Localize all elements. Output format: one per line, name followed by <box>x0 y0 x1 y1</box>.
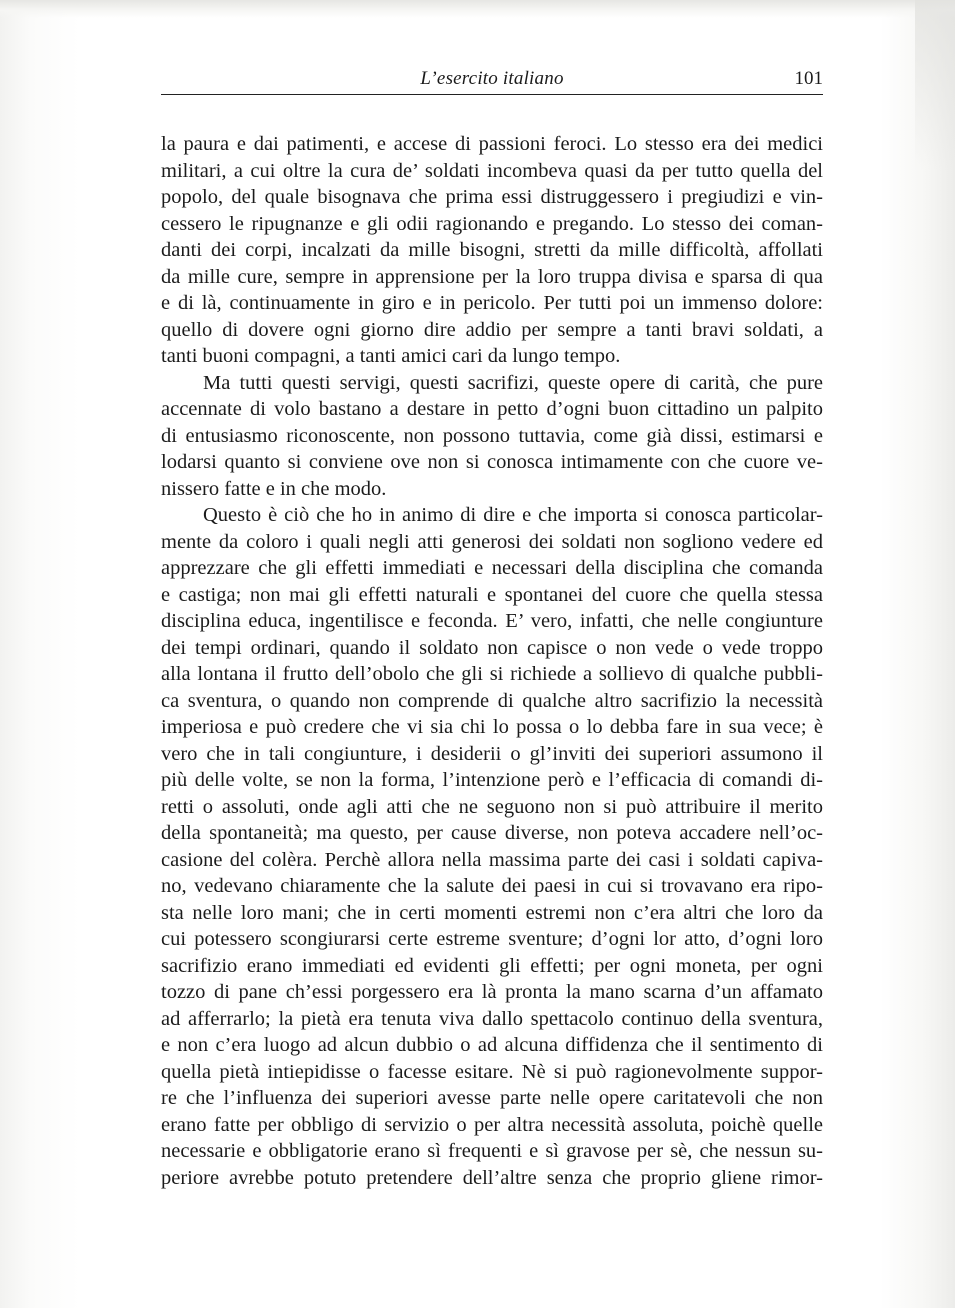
text-line: imperiosa e può credere che vi sia chi lo possa o lo debba fare in sua vece; è <box>161 716 823 738</box>
text-line: lodarsi quanto si conviene ove non si conosca intimamente con che cuore ve- <box>161 451 823 473</box>
text-line: alla lontana il frutto dell’obolo che gli si richiede a sollievo di qualche pubbli- <box>161 663 823 685</box>
text-line: Ma tutti questi servigi, questi sacrifizi, queste opere di carità, che pure <box>203 371 823 394</box>
text-line: più delle volte, se non la forma, l’intenzione però e l’efficacia di comandi di- <box>161 769 823 791</box>
text-line: dei tempi ordinari, quando il soldato non capisce o non vede o vede troppo <box>161 636 823 659</box>
text-line: mente da coloro i quali negli atti generosi dei soldati non sogliono vedere ed <box>161 530 823 553</box>
text-line: quella pietà intiepidisse o facesse esitare. Nè si può ragionevolmente suppor- <box>161 1060 823 1083</box>
text-line: casione del colèra. Perchè allora nella massima parte dei casi i soldati capiva- <box>161 848 823 871</box>
text-line: cui potessero scongiurarsi certe estreme sventure; d’ogni lor atto, d’ogni loro <box>161 928 823 950</box>
text-line: militari, a cui oltre la cura de’ soldati incombeva quasi da per tutto quella del <box>161 159 823 182</box>
text-line: ca sventura, o quando non comprende di qualche altro sacrifizio la necessità <box>161 689 823 712</box>
text-line: e castiga; non mai gli effetti naturali e spontanei del cuore che quella stessa <box>161 583 823 606</box>
text-line: apprezzare che gli effetti immediati e necessari della disciplina che comanda <box>161 557 823 579</box>
text-line: sacrifizio erano immediati ed evidenti gli effetti; per ogni moneta, per ogni <box>161 954 823 977</box>
text-line: la paura e dai patimenti, e accese di passioni feroci. Lo stesso era dei medici <box>161 133 823 155</box>
body-text <box>161 131 823 1191</box>
text-line: disciplina educa, ingentilisce e feconda. E’ vero, infatti, che nelle congiunture <box>161 610 823 632</box>
text-line: sta nelle loro mani; che in certi momenti estremi non c’era altri che loro da <box>161 901 823 924</box>
text-line: tanti buoni compagni, a tanti amici cari da lungo tempo. <box>161 345 621 367</box>
scan-shadow-right <box>915 0 955 170</box>
text-line: e di là, continuamente in giro e in pericolo. Per tutti poi un immenso dolore: <box>161 292 823 314</box>
running-title: L’esercito italiano <box>420 68 564 89</box>
text-line: e non c’era luogo ad alcun dubbio o ad alcuna diffidenza che il sentimento di <box>161 1034 823 1056</box>
text-line: da mille cure, sempre in apprensione per la loro truppa divisa e sparsa di qua <box>161 265 823 288</box>
paragraph <box>161 370 823 503</box>
running-header <box>161 64 823 95</box>
text-line: retti o assoluti, onde agli atti che ne seguono non si può attribuire il merito <box>161 795 823 818</box>
page-number: 101 <box>794 68 823 89</box>
text-line: re che l’influenza dei superiori avesse parte nelle opere caritatevoli che non <box>161 1087 823 1109</box>
text-line: periore avrebbe potuto pretendere dell’altre senza che proprio gliene rimor- <box>161 1166 823 1189</box>
text-line: ad afferrarlo; la pietà era tenuta viva dallo spettacolo continuo della sventura, <box>161 1007 823 1030</box>
text-line: tozzo di pane ch’essi porgessero era là pronta la mano scarna d’un affamato <box>161 981 823 1003</box>
paragraph <box>161 502 823 1191</box>
text-line: nissero fatte e in che modo. <box>161 477 387 500</box>
text-line: di entusiasmo riconoscente, non possono tuttavia, come già dissi, estimarsi e <box>161 424 823 447</box>
text-line: danti dei corpi, incalzati da mille bisogni, stretti da mille difficoltà, affollati <box>161 239 823 261</box>
text-line: cessero le ripugnanze e gli odii ragionando e pregando. Lo stesso dei coman- <box>161 212 823 235</box>
text-line: popolo, del quale bisognava che prima essi distruggessero i pregiudizi e vin- <box>161 186 823 208</box>
text-line: Questo è ciò che ho in animo di dire e che importa si conosca particolar- <box>203 504 823 526</box>
text-line: erano fatte per obbligo di servizio o per altra necessità assoluta, poichè quelle <box>161 1113 823 1136</box>
text-line: necessarie e obbligatorie erano sì frequenti e sì gravose per sè, che nessun su- <box>161 1140 823 1162</box>
scan-shadow-top <box>0 0 955 18</box>
paragraph <box>161 131 823 370</box>
text-line: della spontaneità; ma questo, per cause diverse, non poteva accadere nell’oc- <box>161 822 823 844</box>
text-line: no, vedevano chiaramente che la salute dei paesi in cui si trovavano era ripo- <box>161 875 823 897</box>
text-line: quello di dovere ogni giorno dire addio per sempre a tanti bravi soldati, a <box>161 318 823 341</box>
text-line: vero che in tali congiunture, i desiderii o gl’inviti dei superiori assumono il <box>161 742 823 765</box>
text-line: accennate di volo bastano a destare in petto d’ogni buon cittadino un palpito <box>161 398 823 420</box>
